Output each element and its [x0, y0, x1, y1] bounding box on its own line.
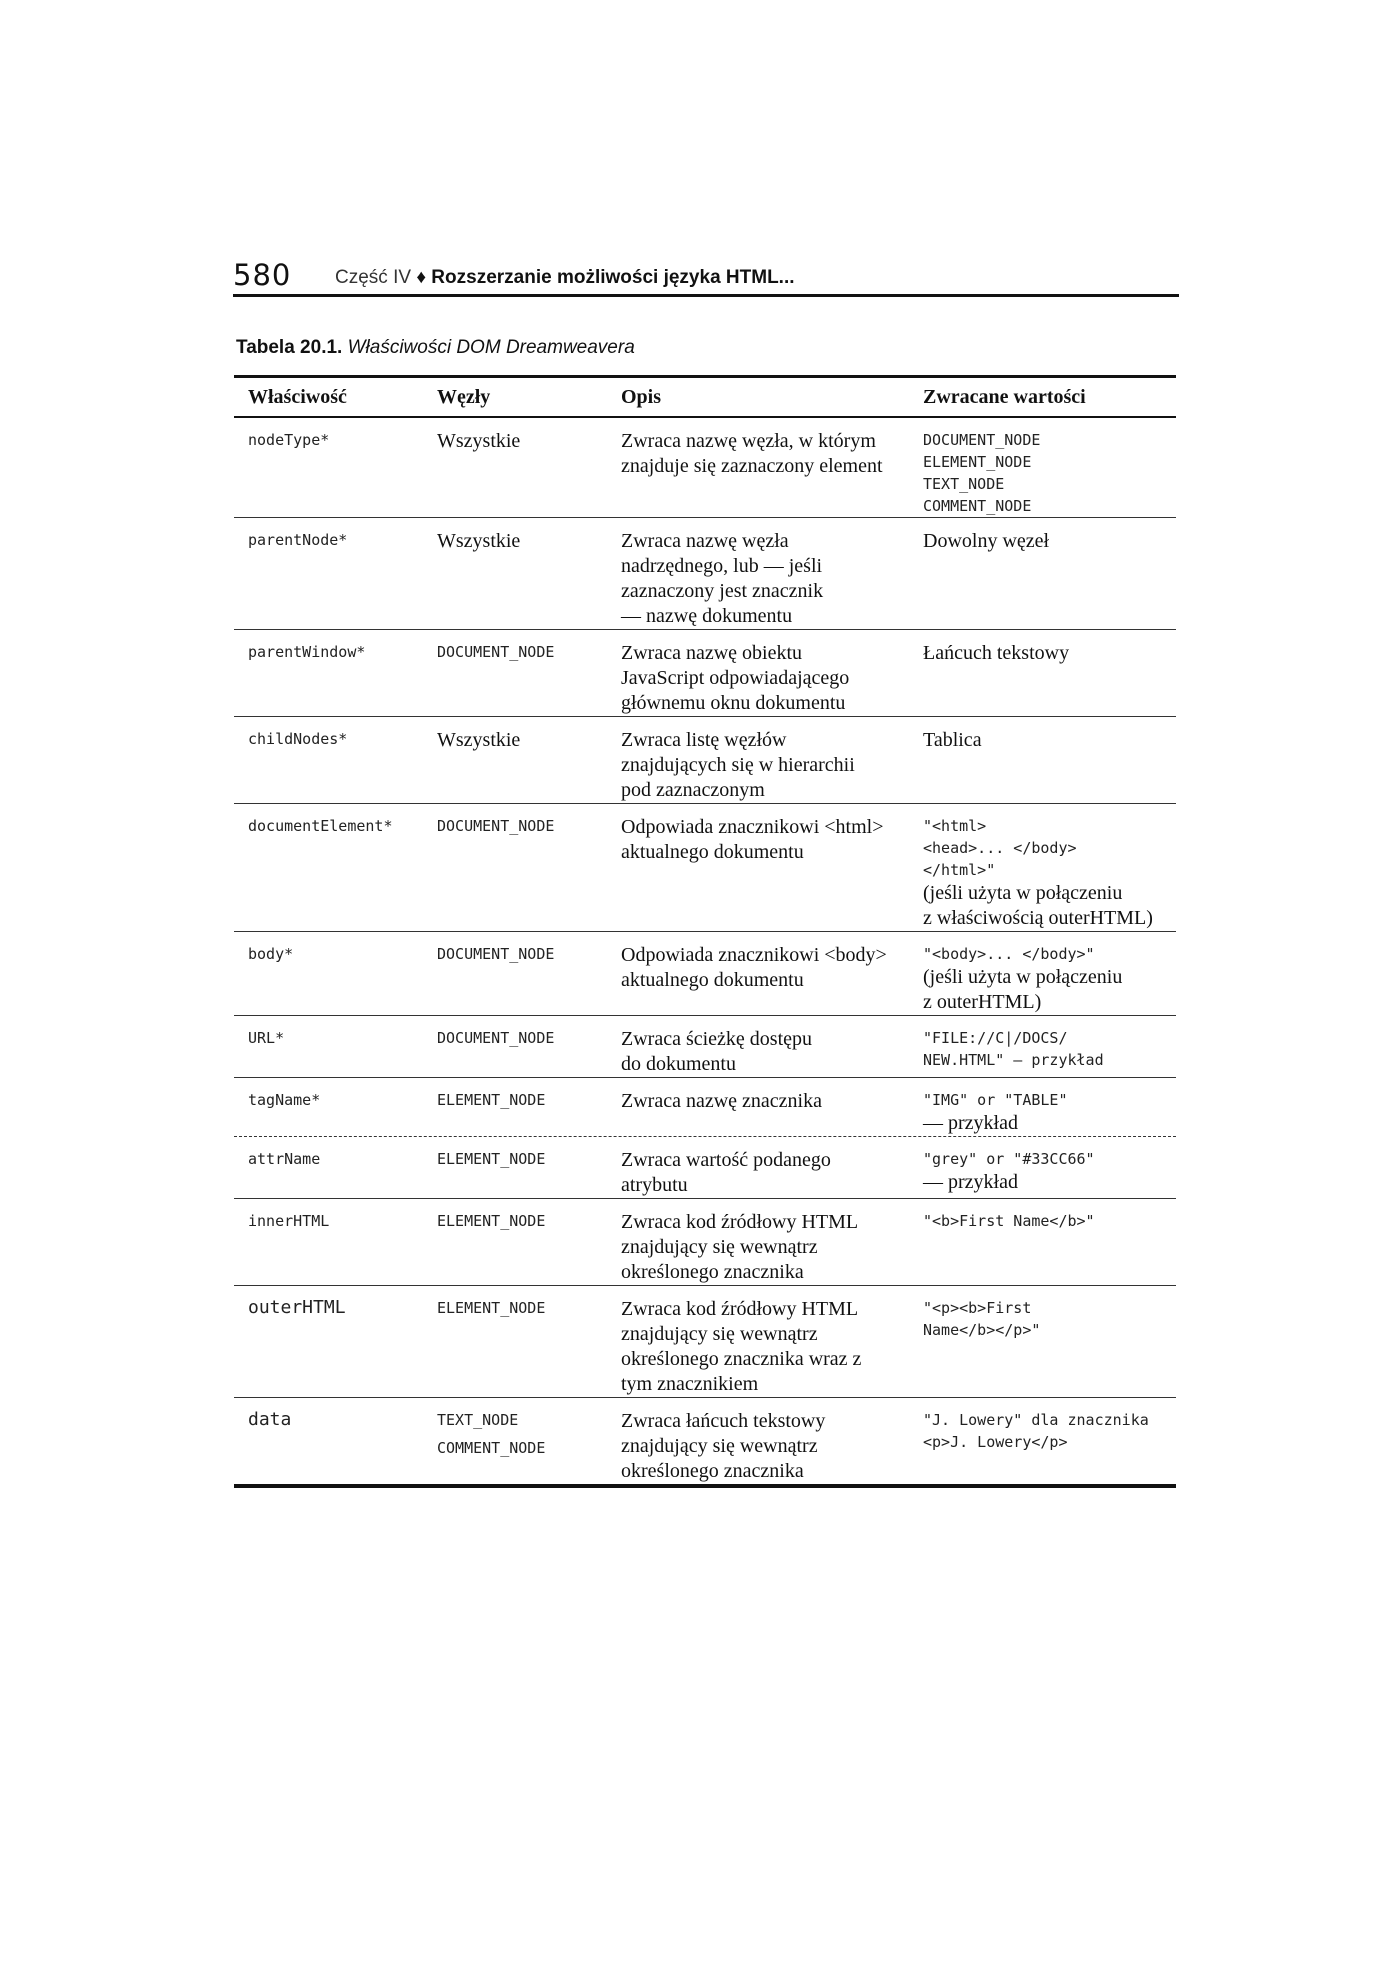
property-name: data — [248, 1409, 292, 1430]
return-value-line: TEXT_NODE — [923, 475, 1005, 493]
node-types — [437, 815, 621, 931]
description-line: określonego znacznika wraz z — [621, 1348, 862, 1370]
return-values — [923, 529, 1176, 629]
description-line: do dokumentu — [621, 1053, 736, 1075]
node-types — [437, 1027, 621, 1077]
return-values — [923, 1148, 1176, 1198]
description-line: Odpowiada znacznikowi <html> — [621, 816, 884, 838]
return-value-line: Dowolny węzeł — [923, 530, 1050, 552]
return-values — [923, 1297, 1176, 1397]
return-value-line: "<p><b>First — [923, 1299, 1032, 1317]
description-line: Zwraca nazwę znacznika — [621, 1090, 822, 1112]
description — [621, 1148, 923, 1198]
description-line: Zwraca nazwę węzła, w którym — [621, 430, 876, 452]
table-row — [234, 1016, 1176, 1078]
return-value-line: Name</b></p>" — [923, 1321, 1041, 1339]
description-line: głównemu oknu dokumentu — [621, 692, 846, 714]
node-type-label: Wszystkie — [437, 430, 521, 452]
return-value-line: "<body>... </body>" — [923, 945, 1095, 963]
header-rule — [233, 294, 1179, 297]
description — [621, 1297, 923, 1397]
return-value-line: "<html> — [923, 817, 987, 835]
description-line: Zwraca listę węzłów — [621, 729, 787, 751]
return-values — [923, 1027, 1176, 1077]
description-line: znajdujących się w hierarchii — [621, 754, 855, 776]
description-line: Zwraca nazwę węzła — [621, 530, 789, 552]
return-values — [923, 1409, 1176, 1484]
table-caption — [236, 337, 635, 359]
property-name: parentWindow* — [248, 643, 366, 661]
part-label: Część IV — [335, 267, 412, 288]
description-line: Odpowiada znacznikowi <body> — [621, 944, 887, 966]
table-row — [234, 1398, 1176, 1488]
description-line: Zwraca kod źródłowy HTML — [621, 1298, 859, 1320]
running-title — [335, 267, 795, 289]
table-row — [234, 932, 1176, 1016]
return-value-line: <p>J. Lowery</p> — [923, 1433, 1068, 1451]
description — [621, 1409, 923, 1484]
node-type-label: ELEMENT_NODE — [437, 1299, 546, 1317]
node-types — [437, 1089, 621, 1136]
property-name: attrName — [248, 1150, 321, 1168]
return-value-line: — przykład — [923, 1112, 1018, 1134]
table-row — [234, 518, 1176, 630]
page-number: 580 — [233, 258, 292, 292]
description-line: Zwraca kod źródłowy HTML — [621, 1211, 859, 1233]
node-type-label: TEXT_NODE — [437, 1411, 519, 1429]
description — [621, 641, 923, 716]
table-row — [234, 1137, 1176, 1199]
return-values — [923, 1210, 1176, 1285]
return-value-line: DOCUMENT_NODE — [923, 431, 1041, 449]
return-value-line: "IMG" or "TABLE" — [923, 1091, 1068, 1109]
node-types — [437, 728, 621, 803]
description — [621, 1027, 923, 1077]
return-value-line: "J. Lowery" dla znacznika — [923, 1411, 1149, 1429]
return-values — [923, 943, 1176, 1015]
table-row — [234, 418, 1176, 518]
node-types — [437, 943, 621, 1015]
table-header-row — [234, 378, 1176, 418]
table-row — [234, 630, 1176, 717]
description — [621, 815, 923, 931]
column-header-description: Opis — [621, 385, 662, 408]
return-value-line: "grey" or "#33CC66" — [923, 1150, 1095, 1168]
node-types — [437, 529, 621, 629]
node-type-label: ELEMENT_NODE — [437, 1212, 546, 1230]
return-value-line: z właściwością outerHTML) — [923, 907, 1153, 929]
return-values — [923, 728, 1176, 803]
node-type-label: DOCUMENT_NODE — [437, 643, 555, 661]
caption-text: Właściwości DOM Dreamweavera — [347, 337, 635, 358]
property-name: parentNode* — [248, 531, 348, 549]
return-values — [923, 429, 1176, 517]
table-body — [234, 418, 1176, 1488]
node-type-label: ELEMENT_NODE — [437, 1150, 546, 1168]
return-value-line: (jeśli użyta w połączeniu — [923, 966, 1123, 988]
node-types — [437, 641, 621, 716]
return-value-line: <head>... </body> — [923, 839, 1077, 857]
diamond-separator-icon: ♦ — [416, 267, 427, 288]
description-line: Zwraca wartość podanego — [621, 1149, 831, 1171]
node-types — [437, 1297, 621, 1397]
column-header-returns: Zwracane wartości — [923, 385, 1086, 408]
return-value-line: — przykład — [923, 1171, 1018, 1193]
description — [621, 1089, 923, 1136]
description-line: Zwraca ścieżkę dostępu — [621, 1028, 813, 1050]
return-value-line: </html>" — [923, 861, 996, 879]
table-row — [234, 1199, 1176, 1286]
return-value-line: (jeśli użyta w połączeniu — [923, 882, 1123, 904]
description-line: znajdujący się wewnątrz — [621, 1435, 818, 1457]
description-line: JavaScript odpowiadającego — [621, 667, 850, 689]
node-types — [437, 429, 621, 517]
description-line: pod zaznaczonym — [621, 779, 765, 801]
chapter-title: Rozszerzanie możliwości języka HTML... — [431, 267, 795, 288]
property-name: tagName* — [248, 1091, 321, 1109]
property-name: outerHTML — [248, 1297, 346, 1318]
description-line: określonego znacznika — [621, 1460, 804, 1482]
description — [621, 429, 923, 517]
node-types — [437, 1210, 621, 1285]
column-header-property: Właściwość — [248, 385, 347, 408]
node-type-label: Wszystkie — [437, 530, 521, 552]
node-types — [437, 1409, 621, 1484]
return-value-line: ELEMENT_NODE — [923, 453, 1032, 471]
table-row — [234, 804, 1176, 932]
table-row — [234, 1078, 1176, 1137]
return-values — [923, 815, 1176, 931]
description-line: Zwraca nazwę obiektu — [621, 642, 803, 664]
properties-table — [234, 375, 1176, 1488]
return-value-line: "FILE://C|/DOCS/ — [923, 1029, 1068, 1047]
property-name: documentElement* — [248, 817, 393, 835]
return-value-line: z outerHTML) — [923, 991, 1042, 1013]
node-type-label: DOCUMENT_NODE — [437, 1029, 555, 1047]
return-values — [923, 641, 1176, 716]
node-type-label: COMMENT_NODE — [437, 1439, 546, 1457]
description — [621, 943, 923, 1015]
property-name: nodeType* — [248, 431, 330, 449]
return-value-line: COMMENT_NODE — [923, 497, 1032, 515]
description-line: tym znacznikiem — [621, 1373, 759, 1395]
description-line: określonego znacznika — [621, 1261, 804, 1283]
description-line: atrybutu — [621, 1174, 688, 1196]
return-value-line: "<b>First Name</b>" — [923, 1212, 1095, 1230]
caption-label: Tabela 20.1. — [236, 337, 343, 358]
node-type-label: DOCUMENT_NODE — [437, 817, 555, 835]
node-type-label: Wszystkie — [437, 729, 521, 751]
description-line: znajdujący się wewnątrz — [621, 1323, 818, 1345]
return-value-line: Tablica — [923, 729, 982, 751]
node-type-label: DOCUMENT_NODE — [437, 945, 555, 963]
return-value-line: Łańcuch tekstowy — [923, 642, 1070, 664]
description-line: znajdujący się wewnątrz — [621, 1236, 818, 1258]
return-values — [923, 1089, 1176, 1136]
description — [621, 529, 923, 629]
column-header-nodes: Węzły — [437, 385, 491, 408]
description-line: aktualnego dokumentu — [621, 969, 804, 991]
property-name: innerHTML — [248, 1212, 330, 1230]
description — [621, 1210, 923, 1285]
description-line: Zwraca łańcuch tekstowy — [621, 1410, 826, 1432]
property-name: body* — [248, 945, 294, 963]
description-line: znajduje się zaznaczony element — [621, 455, 883, 477]
description-line: zaznaczony jest znacznik — [621, 580, 824, 602]
table-row — [234, 1286, 1176, 1398]
node-type-label: ELEMENT_NODE — [437, 1091, 546, 1109]
property-name: childNodes* — [248, 730, 348, 748]
node-types — [437, 1148, 621, 1198]
table-row — [234, 717, 1176, 804]
description-line: aktualnego dokumentu — [621, 841, 804, 863]
description — [621, 728, 923, 803]
return-value-line: NEW.HTML" — przykład — [923, 1051, 1104, 1069]
description-line: — nazwę dokumentu — [621, 605, 793, 627]
description-line: nadrzędnego, lub — jeśli — [621, 555, 823, 577]
property-name: URL* — [248, 1029, 285, 1047]
